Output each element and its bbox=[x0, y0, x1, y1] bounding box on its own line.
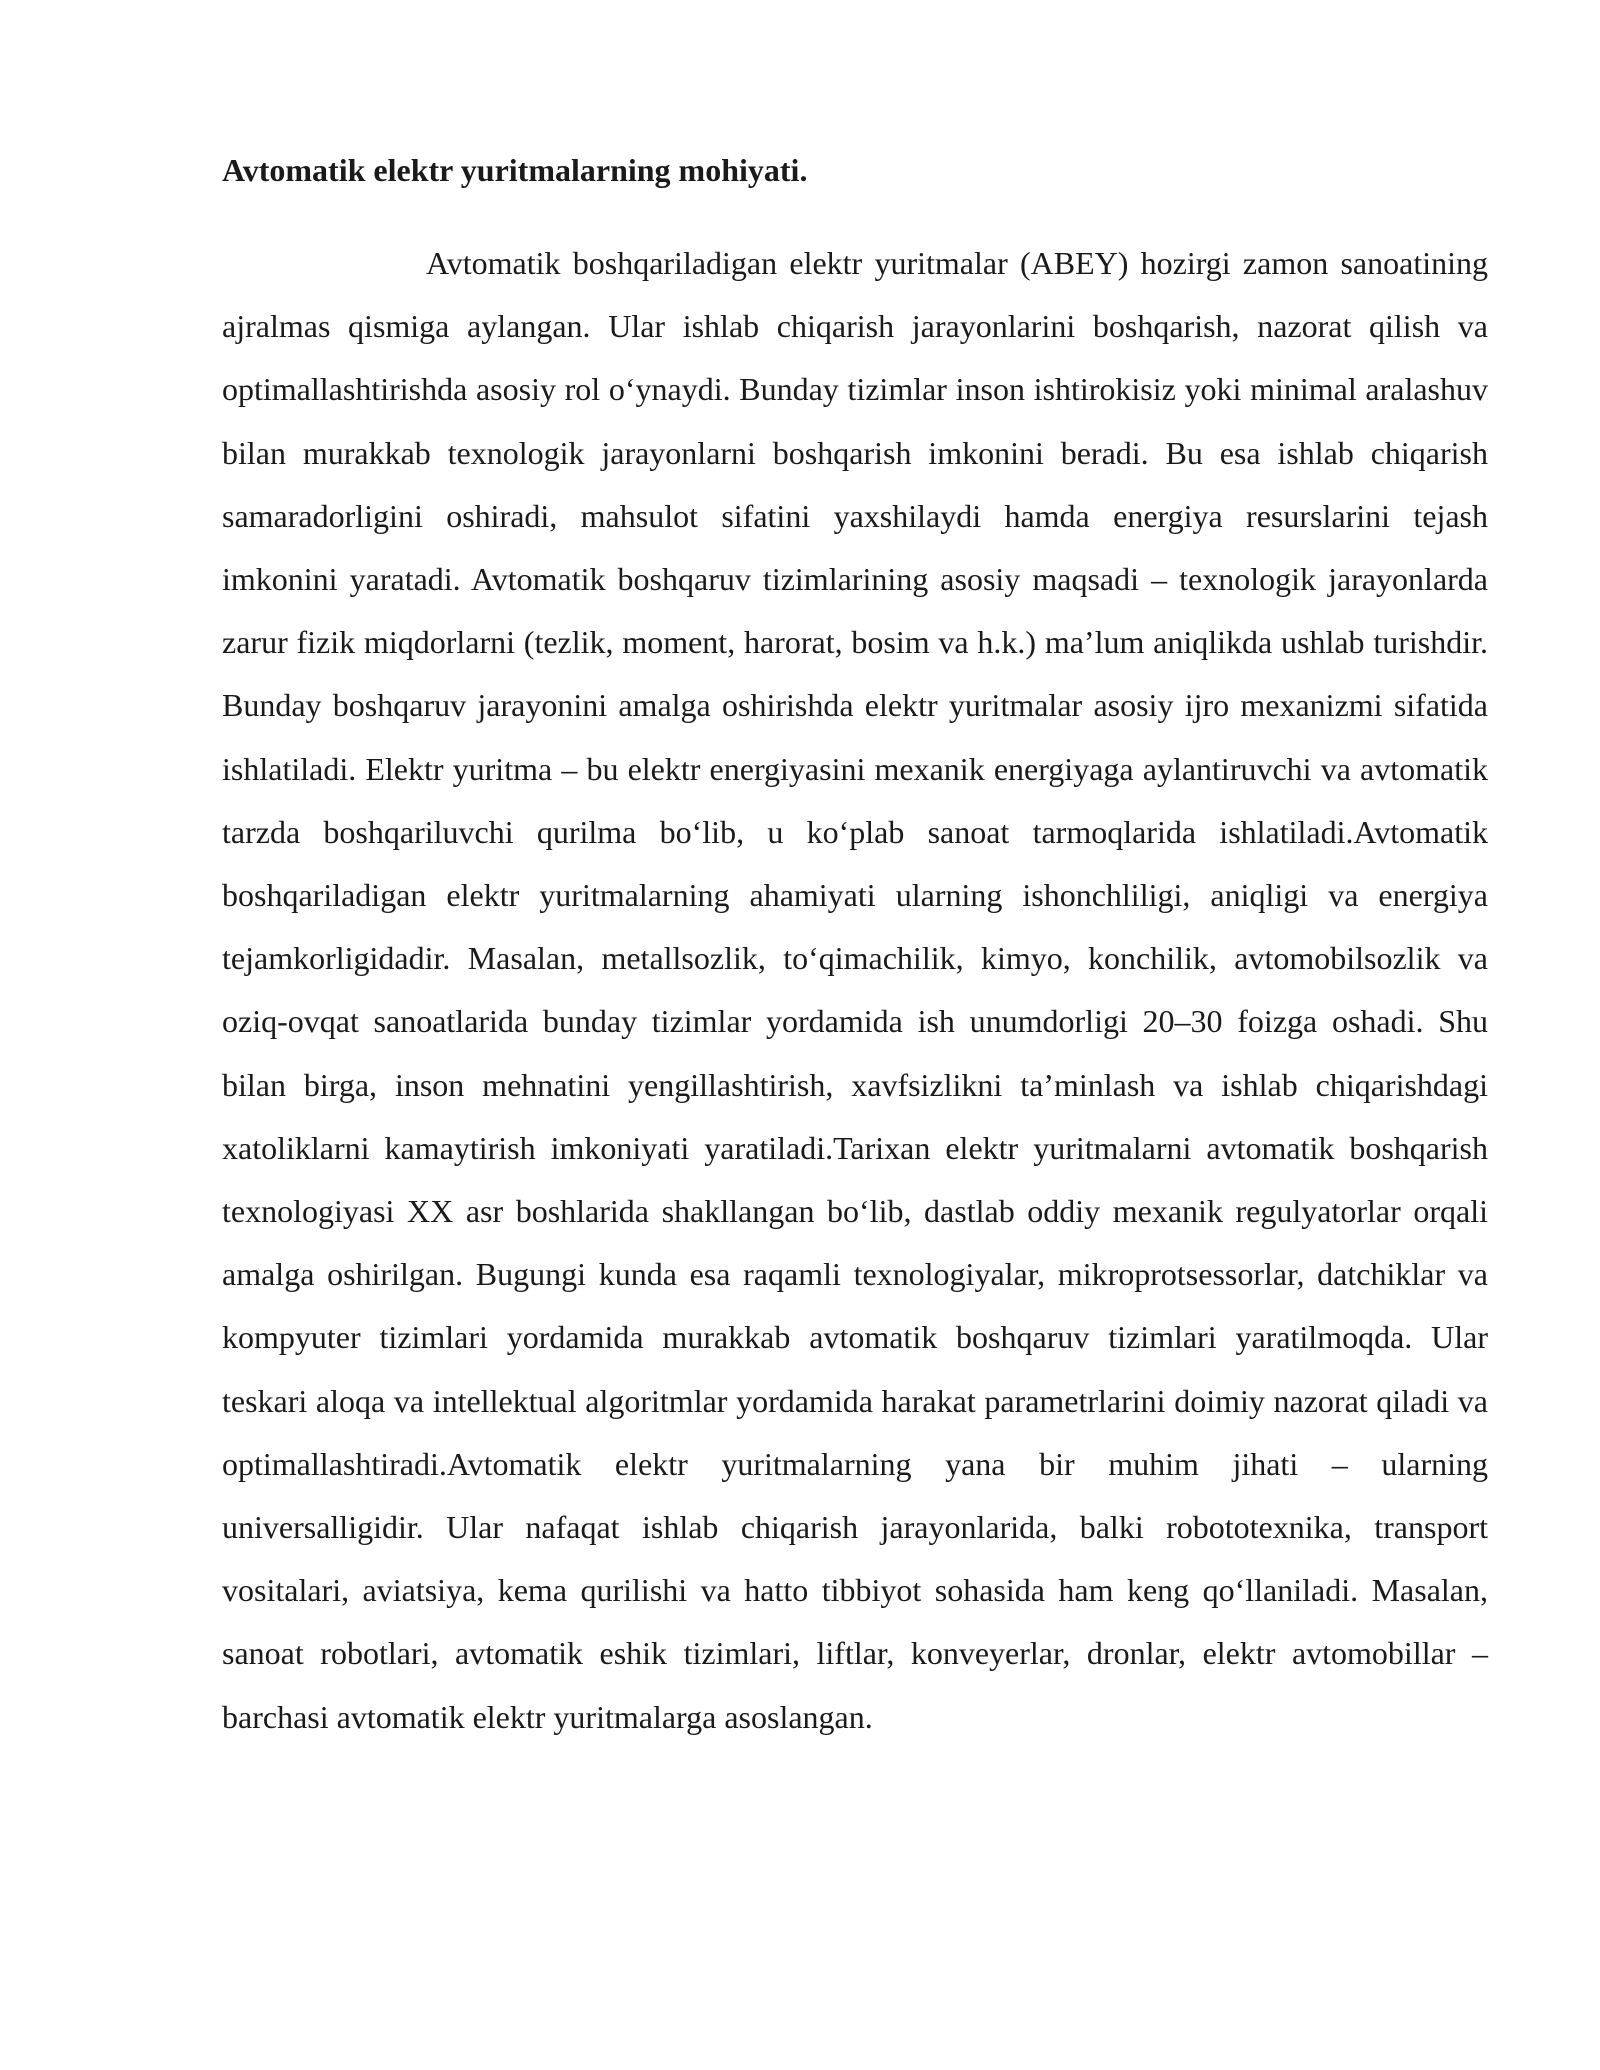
document-title: Avtomatik elektr yuritmalarning mohiyati. bbox=[222, 152, 808, 188]
body-paragraph: Avtomatik boshqariladigan elektr yuritmalar (ABEY) hozirgi zamon sanoatining ajralmas qismiga aylangan. Ular ishlab chiqarish jarayonlarini boshqarish, nazorat qilish va optimallashtirishda asosiy rol o‘ynaydi. Bunday tizimlar inson ishtirokisiz yoki minimal aralashuv bilan murakkab texnologik jarayonlarni boshqarish imkonini beradi. Bu esa ishlab chiqarish samaradorligini oshiradi, mahsulot sifatini yaxshilaydi hamda energiya resurslarini tejash imkonini yaratadi. Avtomatik boshqaruv tizimlarining asosiy maqsadi – texnologik jarayonlarda zarur fizik miqdorlarni (tezlik, moment, harorat, bosim va h.k.) ma’lum aniqlikda ushlab turishdir. Bunday boshqaruv jarayonini amalga oshirishda elektr yuritmalar asosiy ijro mexanizmi sifatida ishlatiladi. Elektr yuritma – bu elektr energiyasini mexanik energiyaga aylantiruvchi va avtomatik tarzda boshqariluvchi qurilma bo‘lib, u ko‘plab sanoat tarmoqlarida ishlatiladi.Avtomatik boshqariladigan elektr yuritmalarning ahamiyati ularning ishonchliligi, aniqligi va energiya tejamkorligidadir. Masalan, metallsozlik, to‘qimachilik, kimyo, konchilik, avtomobilsozlik va oziq-ovqat sanoatlarida bunday tizimlar yordamida ish unumdorligi 20–30 foizga oshadi. Shu bilan birga, inson mehnatini yengillashtirish, xavfsizlikni ta’minlash va ishlab chiqarishdagi xatoliklarni kamaytirish imkoniyati yaratiladi.Tarixan elektr yuritmalarni avtomatik boshqarish texnologiyasi XX asr boshlarida shakllangan bo‘lib, dastlab oddiy mexanik regulyatorlar orqali amalga oshirilgan. Bugungi kunda esa raqamli texnologiyalar, mikroprotsessorlar, datchiklar va kompyuter tizimlari yordamida murakkab avtomatik boshqaruv tizimlari yaratilmoqda. Ular teskari aloqa va intellektual algoritmlar yordamida harakat parametrlarini doimiy nazorat qiladi va optimallashtiradi.Avtomatik elektr yuritmalarning yana bir muhim jihati – ularning universalligidir. Ular nafaqat ishlab chiqarish jarayonlarida, balki robototexnika, transport vositalari, aviatsiya, kema qurilishi va hatto tibbiyot sohasida ham keng qo‘llaniladi. Masalan, sanoat robotlari, avtomatik eshik tizimlari, liftlar, konveyerlar, dronlar, elektr avtomobillar – barchasi avtomatik elektr yuritmalarga asoslangan. bbox=[222, 245, 1488, 1735]
